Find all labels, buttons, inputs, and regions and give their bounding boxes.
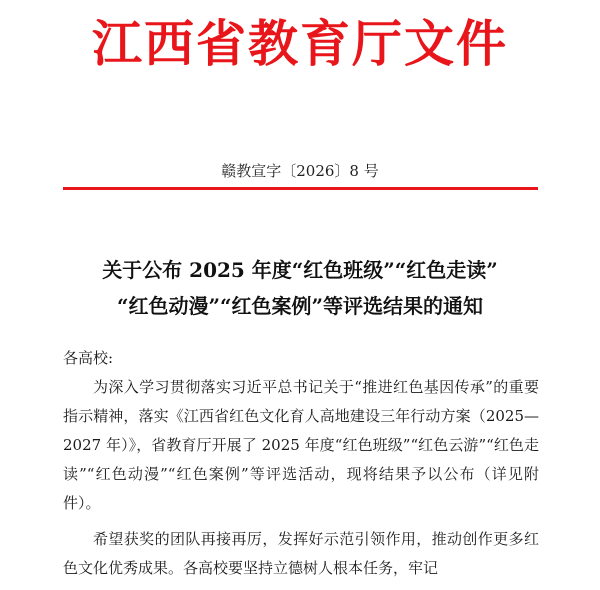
notice-body [63, 344, 539, 583]
salutation: 各高校: [63, 349, 114, 367]
body-paragraph-2: 希望获奖的团队再接再厉，发挥好示范引领作用，推动创作更多红色文化优秀成果。各高校要坚持立德树人根本任务，牢记 [63, 530, 539, 577]
document-header-title: 江西省教育厅文件 [92, 14, 508, 73]
notice-title-line-1: 关于公布 2025 年度“红色班级”“红色走读” [102, 258, 498, 282]
red-divider-line [63, 187, 538, 190]
notice-title-line-2: “红色动漫”“红色案例”等评选结果的通知 [116, 294, 483, 318]
notice-title [0, 252, 600, 324]
body-paragraph-1: 为深入学习贯彻落实习近平总书记关于“推进红色基因传承”的重要指示精神，落实《江西省红色文化育人高地建设三年行动方案（2025—2027 年）》，省教育厅开展了 2025 年度“红色班级”“红色云游”“红色走读”“红色动漫”“红色案例”等评选活动，现将结果予以公布（详见附件）。 [63, 378, 539, 512]
document-number: 赣教宣字〔2026〕8 号 [221, 162, 379, 180]
